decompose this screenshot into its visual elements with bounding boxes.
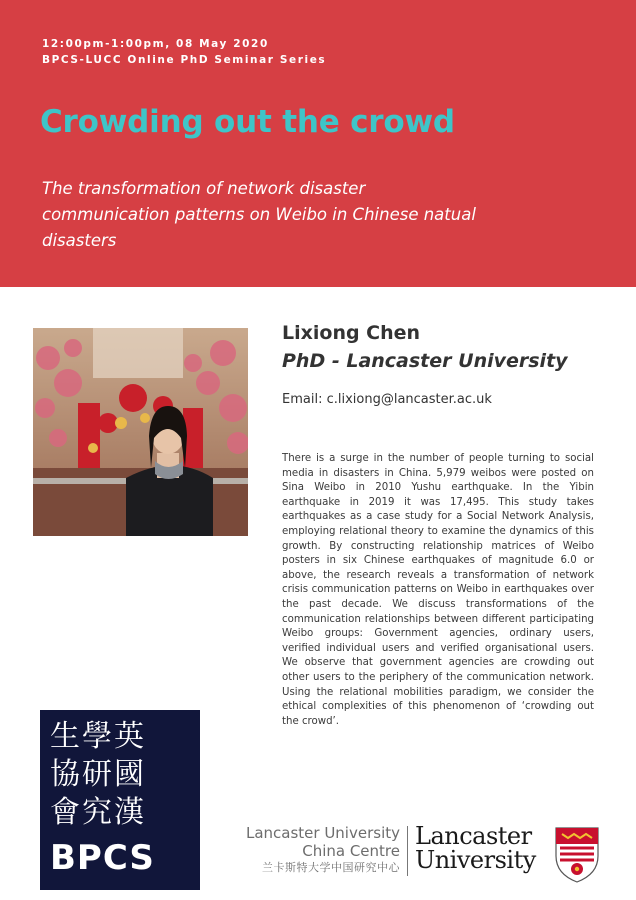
logo-divider <box>407 826 408 876</box>
event-meta <box>42 36 326 68</box>
speaker-email[interactable]: Email: c.lixiong@lancaster.ac.uk <box>282 392 492 407</box>
lu-china-chinese-name: 兰卡斯特大学中国研究中心 <box>262 861 400 874</box>
bpcs-chinese-characters <box>50 718 195 832</box>
lancaster-wordmark-line: University <box>415 846 536 874</box>
lu-china-line: Lancaster University <box>245 824 400 842</box>
abstract-text: There is a surge in the number of people turning to social media in disasters in China. 5,979 weibos were posted on Sina Weibo in 2010 Yushu earthquake. In the Yibin earthquake in 2019 it was 17,495. This study takes earthquakes as a case study for a Social Network Analysis, employing relational theory to examine the dynamics of this growth. By constructing relationship matrices of Weibo posters in six Chinese earthquakes of magnitude 6.0 or above, the research reveals a transformation of network crisis communication patterns on Weibo in earthquakes over the past decade. We discuss transformations of the communication relationships between different participating Weibo groups: Government agencies, ordinary users, verified individual users and verified organisational users. We observe that government agencies are crowding out other users to the periphery of the communication network. Using the relational mobilities paradigm, we consider the ethical complexities of this phenomenon of ‘crowding out the crowd’. <box>282 453 594 727</box>
seminar-subtitle: The transformation of network disaster communication patterns on Weibo in Chinese natual disasters <box>42 179 476 250</box>
seminar-title: Crowding out the crowd <box>40 104 455 140</box>
lancaster-crest-icon <box>554 826 600 884</box>
lu-china-line: China Centre <box>302 842 400 860</box>
bpcs-label: BPCS <box>50 838 155 878</box>
event-datetime: 12:00pm-1:00pm, 08 May 2020 <box>42 38 269 50</box>
lancaster-university-wordmark <box>415 824 536 872</box>
speaker-name: Lixiong Chen <box>282 322 421 344</box>
bpcs-chars-line: 生學英 <box>50 719 146 754</box>
lu-china-centre-logo <box>230 824 400 876</box>
event-series: BPCS-LUCC Online PhD Seminar Series <box>42 54 327 66</box>
bpcs-chars-line: 協研國 <box>50 757 146 792</box>
bpcs-chars-line: 會究漢 <box>50 795 146 830</box>
lancaster-wordmark-line: Lancaster <box>415 822 532 850</box>
header-banner <box>0 0 636 287</box>
bpcs-logo <box>40 710 200 890</box>
speaker-affiliation: PhD - Lancaster University <box>282 350 568 372</box>
speaker-photo <box>33 328 248 536</box>
